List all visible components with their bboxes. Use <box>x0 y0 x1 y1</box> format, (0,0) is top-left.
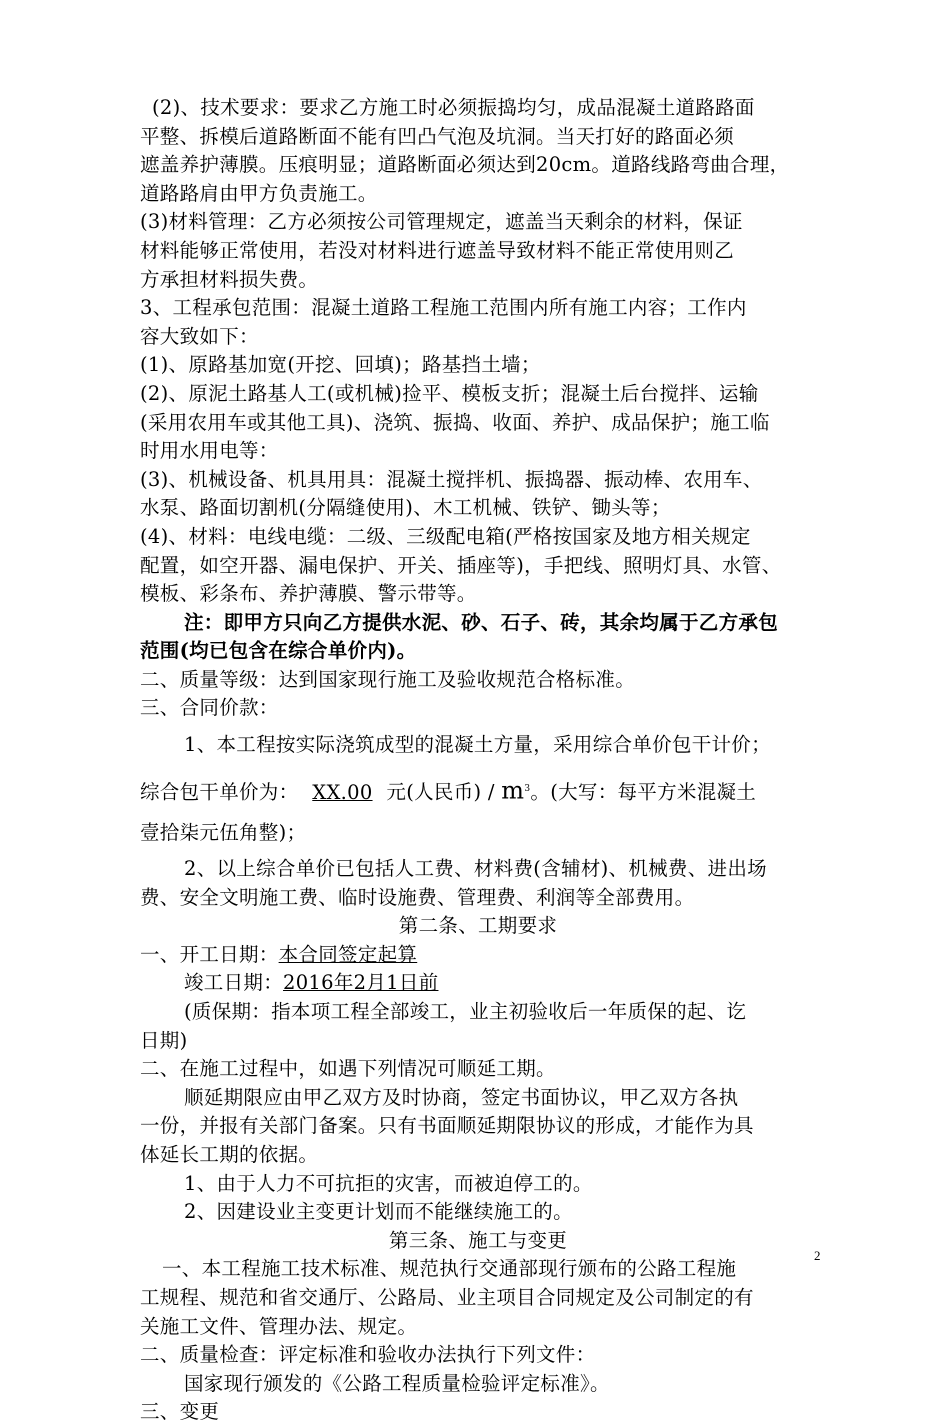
article-title: 第三条、施工与变更 <box>388 1228 568 1252</box>
text-line: 关施工文件、管理办法、规定。 <box>140 1314 418 1338</box>
text-line: (2)、原泥土路基人工(或机械)捡平、模板支折；混凝土后台搅拌、运输 <box>140 381 759 405</box>
note-line: 范围(均已包含在综合单价内)。 <box>140 639 417 663</box>
text-line: (2)、技术要求：要求乙方施工时必须振捣均匀，成品混凝土道路路面 <box>152 96 755 119</box>
text-line: (采用农用车或其他工具)、浇筑、振捣、收面、养护、成品保护；施工临 <box>140 410 770 434</box>
text-line: 1、由于人力不可抗拒的灾害，而被迫停工的。 <box>184 1171 593 1195</box>
text-line: (1)、原路基加宽(开挖、回填)；路基挡土墙； <box>140 353 541 377</box>
text-line: 一、本工程施工技术标准、规范执行交通部现行颁布的公路工程施 <box>162 1257 737 1281</box>
unit-price-currency: 元(人民币) / <box>386 780 502 804</box>
section-heading: 三、合同价款： <box>140 696 279 720</box>
text-line: 1、本工程按实际浇筑成型的混凝土方量，采用综合单价包干计价； <box>184 733 771 757</box>
text-line: 配置，如空开器、漏电保护、开关、插座等)，手把线、照明灯具、水管、 <box>140 553 782 577</box>
text-line: (4)、材料：电线电缆：二级、三级配电箱(严格按国家及地方相关规定 <box>140 524 751 548</box>
text-line: 平整、拆模后道路断面不能有凹凸气泡及坑洞。当天打好的路面必须 <box>140 124 735 148</box>
text-line: 壹拾柒元伍角整)； <box>140 821 307 845</box>
section-heading: 三、变更 <box>140 1400 220 1424</box>
start-date-label: 一、开工日期： <box>140 942 279 966</box>
section-heading: 二、在施工过程中，如遇下列情况可顺延工期。 <box>140 1057 556 1081</box>
article-title: 第二条、工期要求 <box>398 914 558 938</box>
text-line: 日期) <box>140 1028 188 1052</box>
unit-price-line <box>140 767 816 811</box>
text-line: 2、以上综合单价已包括人工费、材料费(含辅材)、机械费、进出场 <box>184 857 767 881</box>
section-heading: 二、质量检查：评定标准和验收办法执行下列文件： <box>140 1343 596 1367</box>
end-date-line <box>140 969 816 998</box>
text-line: 国家现行颁发的《公路工程质量检验评定标准》。 <box>184 1371 610 1395</box>
text-line: 容大致如下： <box>140 324 259 348</box>
text-line: 遮盖养护薄膜。压痕明显；道路断面必须达到20cm。道路线路弯曲合理， <box>140 153 790 177</box>
text-line: 方承担材料损失费。 <box>140 267 319 291</box>
text-line: 2、因建设业主变更计划而不能继续施工的。 <box>184 1200 573 1224</box>
text-line: 水泵、路面切割机(分隔缝使用)、木工机械、铁铲、锄头等； <box>140 496 671 520</box>
text-line: 模板、彩条布、养护薄膜、警示带等。 <box>140 582 477 606</box>
unit-price-value: XX.00 <box>312 780 373 804</box>
unit-price-label: 综合包干单价为： <box>140 780 299 804</box>
note-line: 注：即甲方只向乙方提供水泥、砂、石子、砖，其余均属于乙方承包 <box>184 610 779 634</box>
text-line: (质保期：指本项工程全部竣工，业主初验收后一年质保的起、讫 <box>184 1000 747 1024</box>
section-heading: 二、质量等级：达到国家现行施工及验收规范合格标准。 <box>140 667 636 691</box>
text-line: 材料能够正常使用，若没对材料进行遮盖导致材料不能正常使用则乙 <box>140 238 735 262</box>
text-line: 一份，并报有关部门备案。只有书面顺延期限协议的形成，才能作为具 <box>140 1114 754 1138</box>
end-date-value: 2016年2月1日前 <box>283 971 439 995</box>
start-date-line <box>140 941 816 970</box>
text-line: (3)、机械设备、机具用具：混凝土搅拌机、振捣器、振动棒、农用车、 <box>140 467 763 491</box>
text-line: 体延长工期的依据。 <box>140 1143 319 1166</box>
end-date-label: 竣工日期： <box>184 971 284 995</box>
cubic-meter-unit: m <box>501 776 525 805</box>
text-line: 工规程、规范和省交通厅、公路局、业主项目合同规定及公司制定的有 <box>140 1285 754 1309</box>
document-body <box>140 94 816 1427</box>
text-line: (3)材料管理：乙方必须按公司管理规定，遮盖当天剩余的材料，保证 <box>140 210 743 234</box>
cubic-exponent: 3 <box>524 784 531 795</box>
text-line: 道路路肩由甲方负责施工。 <box>140 181 378 205</box>
unit-price-capital: 。(大写：每平方米混凝土 <box>530 780 757 804</box>
page-number: 2 <box>814 1248 821 1263</box>
text-line: 3、工程承包范围：混凝土道路工程施工范围内所有施工内容；工作内 <box>140 296 747 320</box>
text-line: 顺延期限应由甲乙双方及时协商，签定书面协议，甲乙双方各执 <box>184 1085 739 1109</box>
start-date-value: 本合同签定起算 <box>278 942 418 966</box>
text-line: 费、安全文明施工费、临时设施费、管理费、利润等全部费用。 <box>140 885 695 909</box>
text-line: 时用水用电等： <box>140 439 279 463</box>
